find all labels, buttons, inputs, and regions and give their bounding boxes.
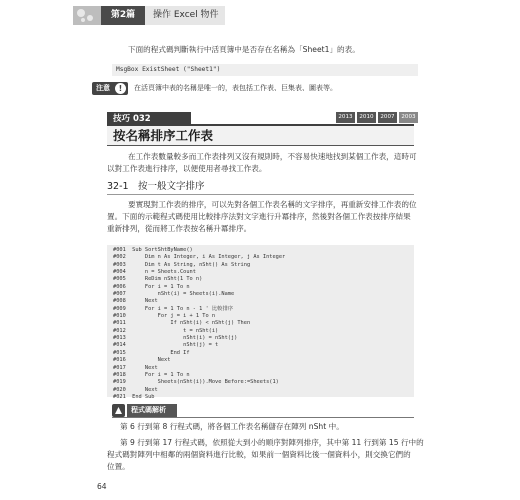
section-text-line: 要實現對工作表的排序，可以先對各個工作表名稱的文字排序，再重新安排工作表的位 — [128, 200, 417, 209]
code-line: #005 ReDim nSht(1 To n) — [113, 276, 203, 283]
version-badges — [336, 112, 418, 123]
code-line: #013 nSht(i) = nSht(j) — [113, 335, 238, 342]
code-example: MsgBox ExistSheet ("Sheet1") — [112, 64, 418, 76]
code-line: #009 For i = 1 To n - 1 ' 比較排序 — [113, 305, 234, 312]
code-line: #011 If nSht(i) < nSht(j) Then — [113, 320, 251, 327]
code-line: #017 Next — [113, 364, 158, 371]
analysis-text-line: 位置。 — [107, 462, 130, 471]
page-number: 64 — [97, 482, 107, 491]
code-line: #015 End If — [113, 349, 190, 356]
code-line: #012 t = nSht(i) — [113, 327, 219, 334]
code-line: #006 For i = 1 To n — [113, 283, 190, 290]
code-line: #021 End Sub — [113, 393, 155, 400]
version-badge: 2003 — [399, 112, 418, 123]
analysis-text-line: 第 9 行到第 17 行程式碼，依照從大到小的順序對陣列排序，其中第 11 行到第 15 行中的 — [120, 438, 424, 447]
code-line: #008 Next — [113, 298, 158, 305]
tip-label: 技巧 032 — [107, 112, 191, 126]
code-line: #020 Next — [113, 386, 158, 393]
tip-title-box — [107, 126, 414, 146]
analysis-divider — [112, 417, 414, 418]
analysis-text-line: 程式碼對陣列中相鄰的兩個資料進行比較，如果前一個資料比後一個資料小，則交換它們的 — [107, 450, 411, 459]
code-block — [107, 245, 414, 400]
chapter-label: 第2篇 — [101, 6, 145, 25]
exclamation-icon: ! — [115, 83, 126, 94]
code-line: #007 nSht(i) = Sheets(i).Name — [113, 291, 235, 298]
code-line: #014 nSht(j) = t — [113, 342, 219, 349]
tip-title: 按名稱排序工作表 — [113, 128, 214, 143]
chapter-header — [73, 6, 225, 25]
analysis-label: 程式碼解析 — [127, 404, 177, 417]
code-line: #018 For i = 1 To n — [113, 371, 190, 378]
code-line: #004 n = Sheets.Count — [113, 269, 196, 276]
version-badge: 2010 — [357, 112, 376, 123]
intro-text: 下面的程式碼判斷執行中活頁簿中是否存在名稱為「Sheet1」的表。 — [128, 45, 360, 54]
version-badge: 2007 — [378, 112, 397, 123]
section-title: 32-1 按一般文字排序 — [107, 181, 205, 192]
analysis-icon — [112, 404, 125, 417]
section-text-line: 重新排列，從而將工作表按名稱升冪排序。 — [107, 224, 252, 233]
code-line: #016 Next — [113, 357, 171, 364]
tip-intro-line: 在工作表數量較多而工作表排列又沒有規則時，不容易快速地找到某個工作表，這時可 — [128, 152, 417, 161]
code-line: #019 Sheets(nSht(i)).Move Before:=Sheets(1) — [113, 379, 279, 386]
code-line: #010 For j = i + 1 To n — [113, 313, 216, 320]
code-line: #001 Sub SortShtByName() — [113, 247, 193, 253]
code-line: #003 Dim t As String, nSht() As String — [113, 261, 251, 268]
tip-intro-line: 以對工作表進行排序，以便使用者尋找工作表。 — [107, 164, 267, 173]
note-text: 在活頁簿中表的名稱是唯一的，表包括工作表、巨集表、圖表等。 — [134, 84, 337, 92]
note-badge: 注意 ! — [92, 82, 128, 95]
analysis-text-line: 第 6 行到第 8 行程式碼，將各個工作表名稱儲存在陣列 nSht 中。 — [120, 422, 344, 431]
chapter-title: 操作 Excel 物件 — [145, 6, 225, 25]
section-divider — [107, 194, 414, 195]
section-text-line: 置。下面的示範程式碼使用比較排序法對文字進行升冪排序，然後對各個工作表按排序結果 — [107, 212, 411, 221]
code-line: #002 Dim n As Integer, i As Integer, j As Integer — [113, 254, 286, 261]
version-badge: 2013 — [336, 112, 355, 123]
